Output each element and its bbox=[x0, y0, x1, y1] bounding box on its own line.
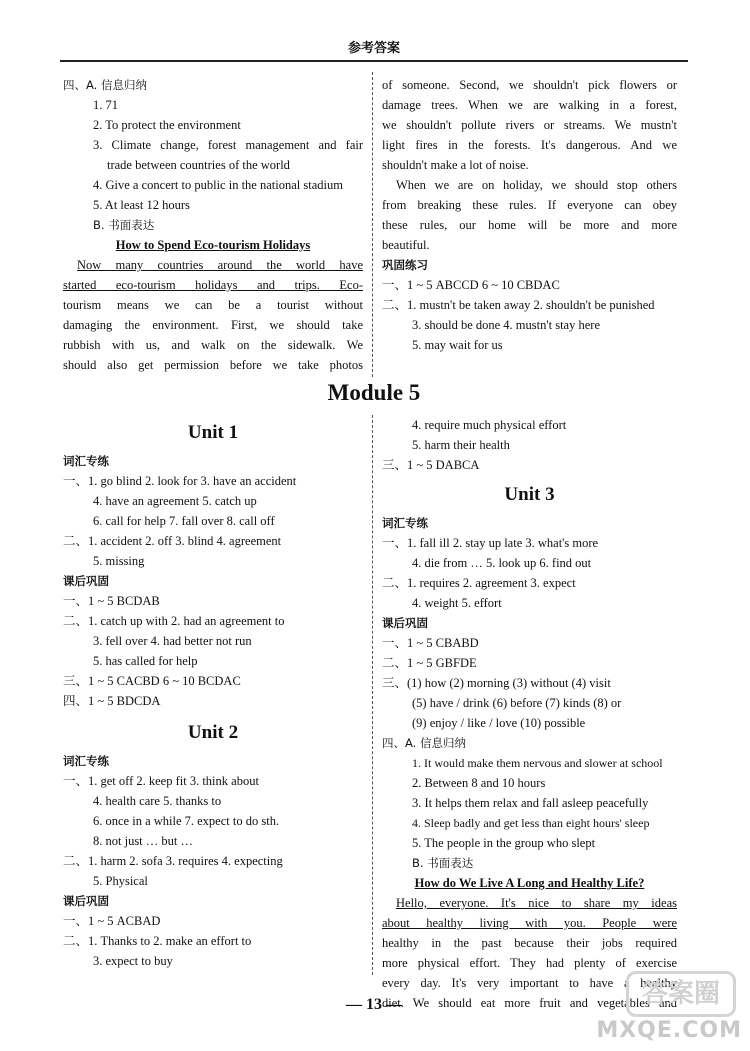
essay-line: about healthy living with you. People were bbox=[382, 916, 677, 930]
module-title: Module 5 bbox=[327, 380, 421, 405]
answer-line: 4. weight 5. effort bbox=[412, 596, 502, 610]
answer-line: 5. Physical bbox=[93, 874, 148, 888]
answer-line: 5. harm their health bbox=[412, 438, 510, 452]
essay-line: damaging the environment. First, we should take bbox=[63, 318, 363, 332]
answer-line: 4. health care 5. thanks to bbox=[93, 794, 222, 808]
answer-line: 4. have an agreement 5. catch up bbox=[93, 494, 257, 508]
answer-line: 三、1 ~ 5 DABCA bbox=[382, 458, 480, 472]
essay-line: damage trees. When we are walking in a forest, bbox=[382, 98, 677, 112]
answer-line: 2. Between 8 and 10 hours bbox=[412, 776, 546, 790]
watermark-text: MXQE.COM bbox=[596, 1018, 742, 1043]
essay-title: How to Spend Eco-tourism Holidays bbox=[115, 238, 311, 252]
essay-line: these rules, our home will be more and more bbox=[382, 218, 677, 232]
unit-title: Unit 2 bbox=[187, 722, 239, 743]
column-divider-bottom bbox=[372, 415, 373, 975]
unit-title: Unit 1 bbox=[187, 422, 239, 443]
unit-title: Unit 3 bbox=[504, 484, 555, 505]
answer-line: 二、1. catch up with 2. had an agreement to bbox=[63, 614, 285, 628]
section-heading: 四、A. 信息归纳 bbox=[63, 78, 147, 92]
answer-line: 1. It would make them nervous and slower at school bbox=[412, 756, 663, 770]
page-number: — 13 — bbox=[346, 996, 402, 1013]
essay-line: shouldn't make a lot of noise. bbox=[382, 158, 529, 172]
answer-line: 三、1 ~ 5 CACBD 6 ~ 10 BCDAC bbox=[63, 674, 241, 688]
answer-line: 二、1. accident 2. off 3. blind 4. agreement bbox=[63, 534, 282, 548]
answer-line: 一、1 ~ 5 ABCCD 6 ~ 10 CBDAC bbox=[382, 278, 560, 292]
column-divider-top bbox=[372, 72, 373, 377]
header-rule bbox=[60, 60, 688, 62]
answer-line: 6. once in a while 7. expect to do sth. bbox=[93, 814, 280, 828]
answer-line: 3. fell over 4. had better not run bbox=[93, 634, 252, 648]
subsection-heading: B. 书面表达 bbox=[412, 856, 474, 870]
answer-line: 3. should be done 4. mustn't stay here bbox=[412, 318, 600, 332]
answer-line: 一、1 ~ 5 CBABD bbox=[382, 636, 479, 650]
essay-line: When we are on holiday, we should stop others bbox=[396, 178, 677, 192]
answer-line: 一、1. fall ill 2. stay up late 3. what's more bbox=[382, 536, 599, 550]
top-left-column bbox=[63, 75, 363, 375]
bottom-right-column bbox=[382, 415, 677, 1013]
answer-line: 4. die from … 5. look up 6. find out bbox=[412, 556, 592, 570]
essay-line: Hello, everyone. It's nice to share my ideas bbox=[396, 896, 677, 910]
answer-line: (9) enjoy / like / love (10) possible bbox=[412, 716, 586, 730]
essay-line: of someone. Second, we shouldn't pick flowers or bbox=[382, 78, 677, 92]
essay-line bbox=[63, 275, 363, 295]
answer-line: 四、1 ~ 5 BDCDA bbox=[63, 694, 161, 708]
answer-line: 一、1 ~ 5 ACBAD bbox=[63, 914, 161, 928]
answer-line: 3. expect to buy bbox=[93, 954, 173, 968]
answer-line: 一、1 ~ 5 BCDAB bbox=[63, 594, 160, 608]
section-heading: 四、A. 信息归纳 bbox=[382, 736, 466, 750]
answer-line: 二、1. mustn't be taken away 2. shouldn't be punished bbox=[382, 298, 655, 312]
essay-line: beautiful. bbox=[382, 238, 430, 252]
essay-line: more physical effort. They had plenty of exercise bbox=[382, 956, 677, 970]
answer-line: 2. To protect the environment bbox=[93, 118, 241, 132]
section-heading: 课后巩固 bbox=[63, 574, 109, 588]
page-header: 参考答案 bbox=[347, 41, 400, 56]
underlined-text: started eco-tourism holidays and trips. Eco- bbox=[63, 278, 363, 292]
watermark-logo: 答案圈 bbox=[626, 971, 736, 1017]
section-heading: 课后巩固 bbox=[63, 894, 109, 908]
answer-line: 一、1. get off 2. keep fit 3. think about bbox=[63, 774, 259, 788]
answer-line: 5. may wait for us bbox=[412, 338, 503, 352]
essay-line: light fires in the forests. It's dangerous. And we bbox=[382, 138, 677, 152]
answer-line: 5. The people in the group who slept bbox=[412, 836, 596, 850]
answer-line: 4. Give a concert to public in the national stadium bbox=[93, 178, 343, 192]
essay-line: from breaking these rules. If everyone can obey bbox=[382, 198, 677, 212]
essay-line: diet. We should eat more fruit and vegetables and bbox=[382, 996, 677, 1010]
essay-line: tourism means we can be a tourist without bbox=[63, 298, 363, 312]
answer-line: 4. Sleep badly and get less than eight hours' sleep bbox=[412, 816, 650, 830]
section-heading: 课后巩固 bbox=[382, 616, 428, 630]
answer-line: 5. At least 12 hours bbox=[93, 198, 190, 212]
section-heading: 词汇专练 bbox=[63, 454, 109, 468]
answer-line: (5) have / drink (6) before (7) kinds (8) or bbox=[412, 696, 622, 710]
top-right-column bbox=[382, 75, 677, 355]
answer-line: 8. not just … but … bbox=[93, 834, 194, 848]
answer-line: 三、(1) how (2) morning (3) without (4) visit bbox=[382, 676, 611, 690]
answer-line: 1. 71 bbox=[93, 98, 118, 112]
answer-line: 5. missing bbox=[93, 554, 145, 568]
answer-line: 5. has called for help bbox=[93, 654, 198, 668]
answer-line: trade between countries of the world bbox=[107, 158, 290, 172]
section-heading: 词汇专练 bbox=[63, 754, 109, 768]
answer-line: 二、1 ~ 5 GBFDE bbox=[382, 656, 477, 670]
essay-line: Now many countries around the world have bbox=[77, 258, 363, 272]
answer-line: 3. Climate change, forest management and fair bbox=[93, 138, 363, 152]
section-heading: 词汇专练 bbox=[382, 516, 428, 530]
answer-line: 二、1. Thanks to 2. make an effort to bbox=[63, 934, 252, 948]
essay-line: healthy in the past because their jobs required bbox=[382, 936, 677, 950]
answer-line: 6. call for help 7. fall over 8. call off bbox=[93, 514, 275, 528]
answer-line: 3. It helps them relax and fall asleep peacefully bbox=[412, 796, 649, 810]
essay-line: every day. It's very important to have a healthy bbox=[382, 976, 677, 990]
essay-line: rubbish with us, and walk on the sidewalk. We bbox=[63, 338, 363, 352]
section-heading: 巩固练习 bbox=[382, 258, 428, 272]
answer-line: 二、1. requires 2. agreement 3. expect bbox=[382, 576, 576, 590]
answer-line: 一、1. go blind 2. look for 3. have an accident bbox=[63, 474, 297, 488]
answer-line: 二、1. harm 2. sofa 3. requires 4. expecting bbox=[63, 854, 283, 868]
subsection-heading: B. 书面表达 bbox=[93, 218, 155, 232]
essay-line: we shouldn't pollute rivers or streams. We mustn't bbox=[382, 118, 677, 132]
essay-line: should also get permission before we take photos bbox=[63, 358, 363, 372]
essay-title: How do We Live A Long and Healthy Life? bbox=[414, 876, 645, 890]
bottom-left-column bbox=[63, 415, 363, 971]
answer-line: 4. require much physical effort bbox=[412, 418, 567, 432]
